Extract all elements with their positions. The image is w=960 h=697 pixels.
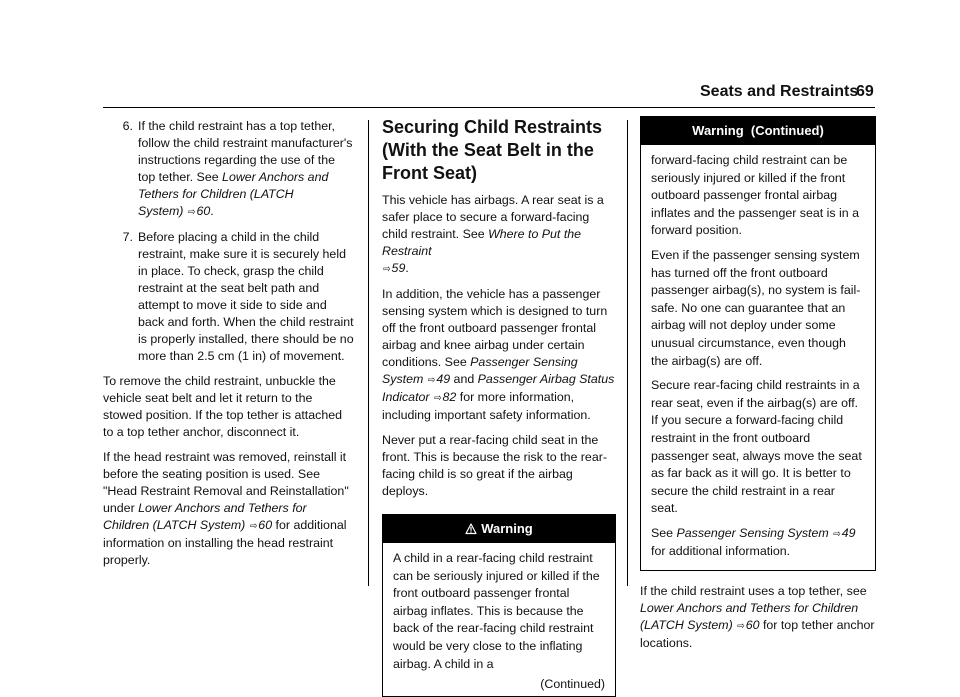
paragraph-text: and — [450, 372, 478, 386]
punctuation: . — [210, 204, 214, 218]
cross-reference-link[interactable]: Passenger Sensing System — [382, 355, 578, 386]
warning-text: Even if the passenger sensing system has turned off the front outboard passenger airbag(s), no system is fail-safe. No one can guarantee that an airbag will not deploy under some unusual circumstance, even though the airbag(s) are off. — [651, 247, 861, 368]
paragraph-text: for top tether anchor locations. — [640, 618, 875, 651]
paragraph-text: for more information, including important safety information. — [382, 390, 591, 422]
step-text-part: If the child restraint has a top tether, follow the child restraint manufacturer's instructions regarding the use of the top tether. See — [138, 119, 353, 184]
cross-reference-link[interactable]: Passenger Sensing System — [676, 525, 829, 540]
warning-text-part: for additional information. — [651, 544, 791, 559]
cross-reference-link[interactable]: Lower Anchors and Tethers for Children (LATCH System) — [103, 501, 307, 532]
warning-icon — [465, 523, 477, 535]
warning-body — [641, 145, 875, 570]
column-2 — [382, 116, 616, 697]
xref-arrow-icon: ⇨ — [383, 264, 391, 275]
page-number: 69 — [856, 83, 874, 100]
paragraph — [382, 286, 616, 424]
warning-text-part: See — [651, 525, 677, 540]
column-3 — [640, 116, 876, 660]
warning-box-continued — [640, 116, 876, 571]
cross-reference-link[interactable]: Lower Anchors and Tethers for Children (LATCH System) — [138, 170, 329, 218]
step-text — [138, 118, 355, 221]
page-reference[interactable]: 59 — [391, 261, 406, 275]
cross-reference-link[interactable]: Lower Anchors and Tethers for Children (LATCH System) — [640, 601, 859, 633]
step-7 — [103, 229, 355, 365]
paragraph-text: This vehicle has airbags. A rear seat is a safer place to secure a forward-facing child restraint. See — [382, 193, 604, 241]
column-divider-1 — [368, 120, 369, 586]
page-reference[interactable]: 49 — [841, 525, 856, 540]
warning-title: Warning (Continued) — [692, 123, 824, 138]
paragraph — [640, 583, 876, 652]
paragraph-text: In addition, the vehicle has a passenger sensing system which is designed to turn off the front outboard passenger frontal airbag and knee airbag under certain conditions. See — [382, 287, 608, 369]
cross-reference-link[interactable]: Passenger Airbag Status Indicator — [382, 372, 615, 404]
xref-arrow-icon: ⇨ — [187, 207, 196, 218]
paragraph-text: for additional information on installing the head restraint properly. — [103, 518, 347, 567]
cross-reference-link[interactable]: Where to Put the Restraint — [382, 227, 582, 258]
continued-label: (Continued) — [540, 677, 605, 692]
page-reference[interactable]: 60 — [196, 204, 211, 218]
punctuation: . — [405, 261, 409, 275]
warning-header — [641, 117, 875, 145]
step-6 — [103, 118, 355, 221]
warning-body — [383, 543, 615, 696]
header-divider — [103, 107, 875, 108]
section-heading: Securing Child Restraints (With the Seat Belt in the Front Seat) — [382, 117, 603, 183]
step-number: 6. — [122, 119, 133, 133]
warning-text — [651, 525, 865, 561]
warning-header — [383, 515, 615, 543]
warning-box — [382, 514, 616, 697]
paragraph — [382, 192, 616, 278]
xref-arrow-icon: ⇨ — [249, 521, 258, 532]
xref-arrow-icon: ⇨ — [433, 393, 442, 404]
column-1 — [103, 118, 355, 577]
xref-arrow-icon: ⇨ — [737, 621, 745, 633]
paragraph — [103, 449, 355, 569]
warning-text: Secure rear-facing child restraints in a rear seat, even if the airbag(s) are off. If you secure a forward-facing child restraint in the front outboard passenger seat, always move the seat as far back as it will go. It is better to secure the child restraint in a rear seat. — [651, 378, 862, 516]
paragraph-text: If the head restraint was removed, reinstall it before the seating position is used. See "Head Restraint Removal and Reinstallation" under — [103, 450, 349, 515]
column-divider-2 — [627, 120, 628, 586]
warning-title: Warning — [481, 521, 533, 536]
section-title: Seats and Restraints — [700, 83, 859, 100]
paragraph-text: If the child restraint uses a top tether, see — [640, 584, 867, 599]
page-reference[interactable]: 82 — [442, 390, 457, 404]
paragraph: Never put a rear-facing child seat in the front. This is because the risk to the rear-facing child is so great if the airbag deploys. — [382, 433, 607, 498]
step-number: 7. — [122, 230, 133, 244]
page-reference[interactable]: 60 — [258, 518, 273, 532]
paragraph: To remove the child restraint, unbuckle the vehicle seat belt and let it return to the stowed position. If the top tether is attached to a top tether anchor, disconnect it. — [103, 374, 343, 439]
xref-arrow-icon: ⇨ — [427, 375, 436, 386]
step-text: Before placing a child in the child restraint, make sure it is securely held in place. To check, grasp the child restraint at the seat belt path and attempt to move it side to side and back and forth. When the child restraint is properly installed, there should be no more than 2.5 cm (1 in) of movement. — [138, 230, 354, 363]
page-reference[interactable]: 49 — [436, 372, 451, 386]
page-reference[interactable]: 60 — [745, 618, 760, 633]
xref-arrow-icon: ⇨ — [833, 528, 841, 540]
warning-text: forward-facing child restraint can be seriously injured or killed if the front outboard passenger frontal airbag inflates and the passenger seat is in a forward position. — [651, 153, 860, 238]
warning-text: A child in a rear-facing child restraint can be seriously injured or killed if the front outboard passenger frontal airbag inflates. This is because the back of the rear-facing child restraint would be very close to the inflating airbag. A child in a — [393, 551, 600, 671]
